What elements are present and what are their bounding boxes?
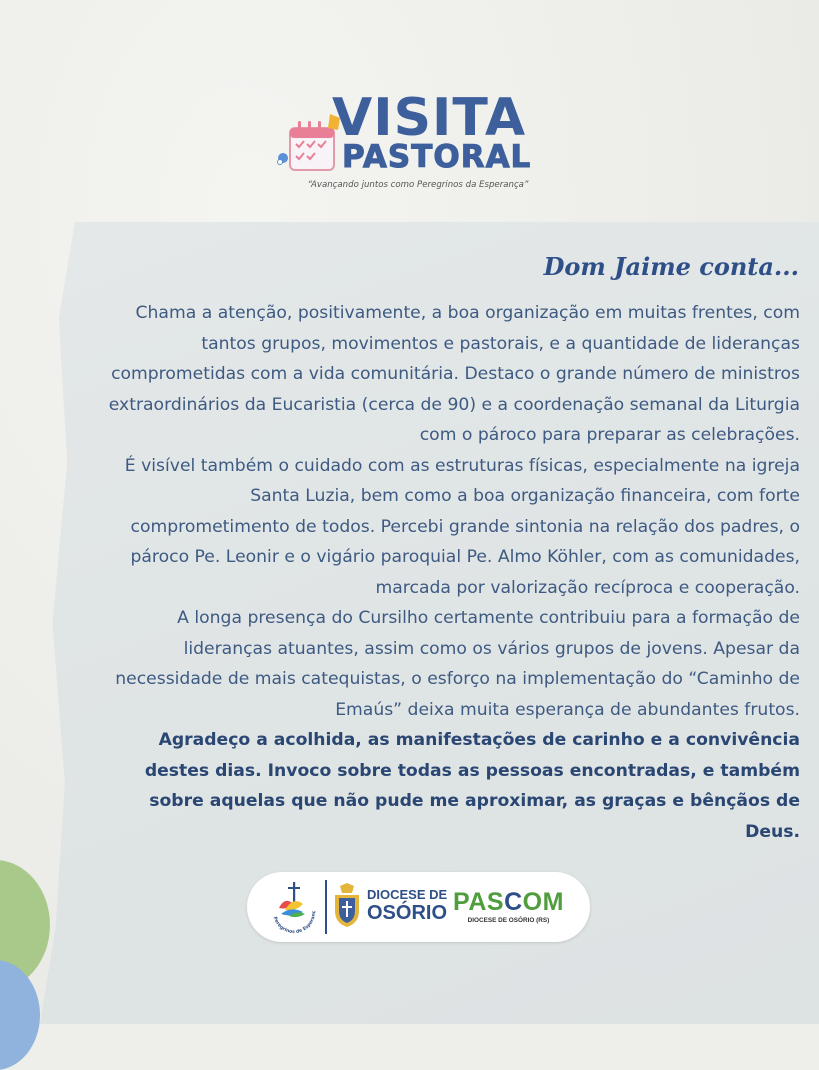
paragraph: Chama a atenção, positivamente, a boa organização em muitas frentes, com tantos grupos, movimentos e pastorais, e a quantidade de lideranças comprometidas com a vida comunitária. Destaco o grande número de ministros extraordinários da Eucaristia (cerca de 90) e a coordenação semanal da Liturgia com o pároco para preparar as celebrações. [108, 303, 800, 445]
pascom-wordmark: PASCOM [453, 888, 564, 916]
closing-paragraph: Agradeço a acolhida, as manifestações de carinho e a convivência destes dias. Invoco sobre todas as pessoas encontradas, e também sobre aquelas que não pude me aproximar, as graças e bênçãos de Deus. [144, 730, 800, 842]
paragraph: É visível também o cuidado com as estruturas físicas, especialmente na igreja Santa Luzia, bem como a boa organização financeira, com forte comprometimento de todos. Percebi grande sintonia na relação dos padres, o pároco Pe. Leonir e o vigário paroquial Pe. Almo Köhler, com as comunidades, marcada por valorização recíproca e cooperação. [124, 455, 800, 598]
divider [325, 880, 327, 934]
diocese-line2: OSÓRIO [367, 902, 448, 924]
diocese-name [367, 888, 447, 923]
article-heading: Dom Jaime conta... [543, 252, 799, 281]
footer-logos [247, 872, 590, 942]
pascom-logo [453, 890, 564, 924]
logo-tagline: “Avançando juntos como Peregrinos da Esperança” [307, 180, 529, 190]
diocese-crest-icon [331, 882, 363, 930]
diocese-line1: DIOCESE DE [367, 887, 448, 902]
logo-title-line2: PASTORAL [342, 139, 532, 175]
pascom-subtitle: DIOCESE DE OSÓRIO (RS) [467, 917, 550, 924]
jubilee-logo [265, 878, 323, 936]
article-body [104, 298, 800, 847]
logo-title-line1: VISITA [332, 88, 527, 148]
visita-pastoral-logo [274, 88, 544, 202]
jubilee-logo-text: Peregrinos de Esperanç [271, 910, 318, 936]
paragraph: A longa presença do Cursilho certamente contribuiu para a formação de lideranças atuantes, assim como os vários grupos de jovens. Apesar da necessidade de mais catequistas, o esforço na implementação do “Caminho de Emaús” deixa muita esperança de abundantes frutos. [115, 608, 800, 720]
